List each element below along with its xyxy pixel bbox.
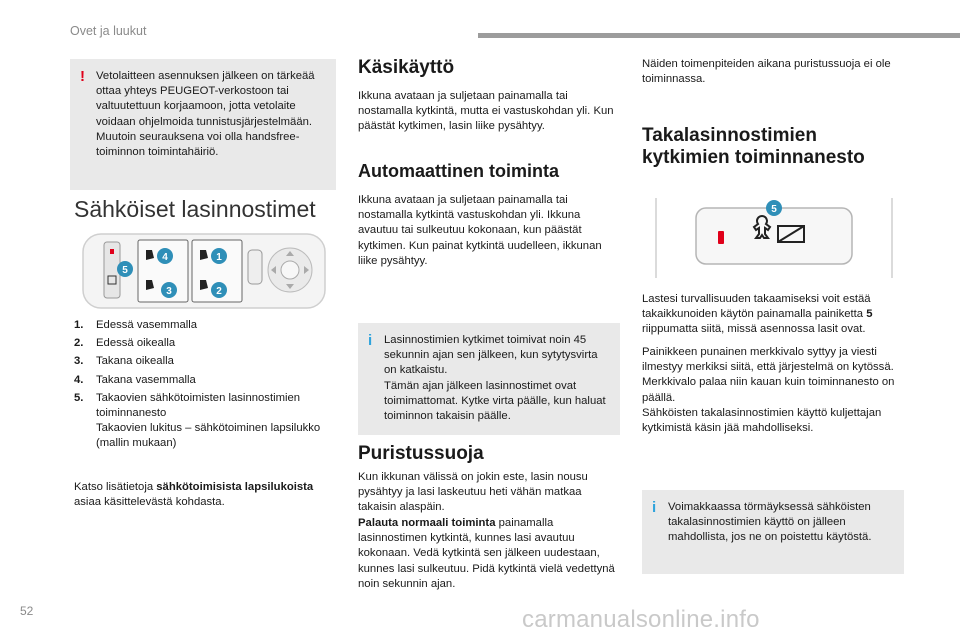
figure-badge-5: 5 <box>771 204 777 215</box>
reference-note: Katso lisätietoja sähkötoimisista lapsilukoista asiaa käsittelevästä kohdasta. <box>74 481 314 509</box>
switch-legend-list <box>74 318 336 455</box>
text-auto: Ikkuna avataan ja suljetaan painamalla tai nostamalla kytkintä vastuskohdan yli. Ikkuna avautuu tai sulkeutuu kokonaan, kun päästät kytkimen. Kun painat kytkintä uudelleen, ikkunan liike pysähtyy. <box>358 194 602 267</box>
text-rear-lock: Lastesi turvallisuuden takaamiseksi voit estää takaikkunoiden käytön painamalla painiketta 5 riippumatta siitä, missä asennossa lasit ovat. <box>642 293 873 336</box>
warning-callout <box>70 59 336 190</box>
info-callout-timer <box>358 323 620 435</box>
figure-badge-2: 2 <box>216 286 222 297</box>
list-item: 2. Edessä oikealla <box>74 337 176 350</box>
list-item: 5. Takaovien sähkötoimisten lasinnostimien toiminnanesto Takaovien lukitus – sähkötoiminen lapsilukko (mallin mukaan) <box>74 391 321 450</box>
text-manual: Ikkuna avataan ja suljetaan painamalla tai nostamalla kytkintä, mutta ei vastuskohdan yli. Kun päästät kytkimen, lasin liike pysähtyy. <box>358 90 614 133</box>
window-switch-panel-figure <box>82 232 326 310</box>
info-icon: i <box>652 499 657 516</box>
heading-pinch: Puristussuoja <box>358 443 484 464</box>
info-text-crash: Voimakkaassa törmäyksessä sähköisten takalasinnostimien käyttö on jälleen mahdollista, jos ne on poistettu käytöstä. <box>668 501 872 544</box>
page-number: 52 <box>20 604 34 618</box>
heading-manual: Käsikäyttö <box>358 57 455 78</box>
text-rear-indicator: Painikkeen punainen merkkivalo syttyy ja viesti ilmestyy merkiksi siitä, että järjestelmä on kytössä. Merkkivalo palaa niin kauan kuin toiminnanesto on päällä. Sähköisten takalasinnostimien käyttö kuljettajan kytkimistä käsin jää mahdolliseksi. <box>642 346 895 435</box>
list-item: 1. Edessä vasemmalla <box>74 319 198 331</box>
page-title: Sähköiset lasinnostimet <box>74 196 316 222</box>
figure-badge-4: 4 <box>162 252 168 263</box>
figure-badge-3: 3 <box>166 286 172 297</box>
figure-badge-5: 5 <box>122 265 128 276</box>
list-item: 4. Takana vasemmalla <box>74 373 196 386</box>
info-callout-crash <box>642 490 904 574</box>
warning-text: Vetolaitteen asennuksen jälkeen on tärkeää ottaa yhteys PEUGEOT-verkostoon tai valtuutettuun korjaamoon, jotta vetolaite voidaan ohjelmoida tunnistusjärjestelmään. Muutoin seurauksena voi olla handsfree-toiminnon toimintahäiriö. <box>96 70 315 159</box>
info-text-timer: Lasinnostimien kytkimet toimivat noin 45 sekunnin ajan sen jälkeen, kun sytytysvirta on katkaistu. Tämän ajan jälkeen lasinnostimet ovat toimimattomat. Kytke virta päälle, kun haluat toiminnon takaisin päälle. <box>384 334 606 423</box>
warning-icon: ! <box>80 68 85 85</box>
heading-rear-lock: Takalasinnostimien kytkimien toiminnanesto <box>642 125 865 168</box>
child-lock-button-figure <box>650 196 900 280</box>
watermark: carmanualsonline.info <box>522 606 760 633</box>
text-pinch: Kun ikkunan välissä on jokin este, lasin nousu pysähtyy ja lasi laskeutuu heti vähän matkaa takaisin alaspäin. <box>358 471 588 514</box>
heading-auto: Automaattinen toiminta <box>358 161 559 181</box>
header-rule <box>478 33 960 38</box>
text-intro: Näiden toimenpiteiden aikana puristussuoja ei ole toiminnassa. <box>642 58 891 86</box>
figure-badge-1: 1 <box>216 252 222 263</box>
list-item: 3. Takana oikealla <box>74 355 174 368</box>
text-pinch-reset: Palauta normaali toiminta painamalla lasinnostimen kytkintä, kunnes lasi avautuu kokonaan. Vedä kytkintä sen jälkeen uudestaan, kunnes lasi sulkeutuu. Pidä kytkintä vielä vedettynä noin sekunnin ajan. <box>358 517 615 590</box>
info-icon: i <box>368 332 373 349</box>
section-title: Ovet ja luukut <box>70 24 147 38</box>
